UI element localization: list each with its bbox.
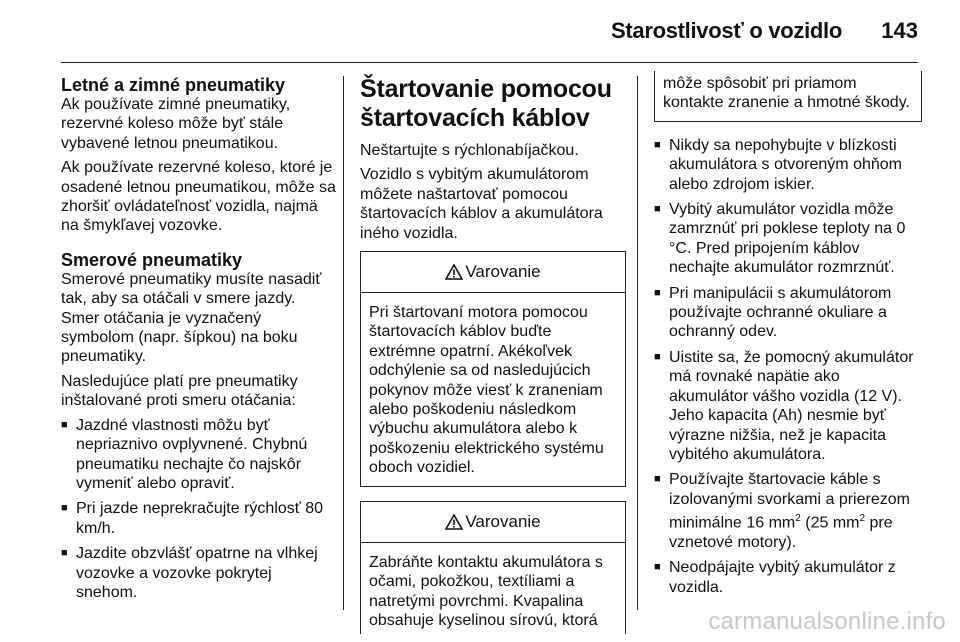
warning-label: Varovanie [465,511,541,531]
header-divider [61,62,918,63]
list-item: ■ Nikdy sa nepohybujte v blízkosti akumulátora s otvoreným ohňom alebo zdrojom iskier. [654,136,922,194]
warning-text: Pri štartovaní motora pomocou štartovacích káblov buďte extrémne opatrní. Akékoľvek odchýlenie sa od nasledujúcich pokynov môže viesť k zraneniam alebo poškodeniu následkom výbuchu akumulátora alebo k poškozeniu elektrického systému oboch vozidiel. [369,304,604,477]
warning-header [361,502,625,543]
item-text: pre vznetové motory). [669,514,893,551]
watermark: carmanualsonline.info [708,608,946,635]
superscript: 2 [795,513,801,525]
paragraph: Vozidlo s vybitým akumulátorom môžete naštartovať pomocou štartovacích káblov a akumulátora iného vozidla. [360,166,603,242]
column-right [654,73,922,603]
item-text: Používajte štartovacie káble s izolovanými svorkami a prierezom minimálne 16 mm [669,471,910,532]
heading-directional-tyres: Smerové pneumatiky [61,249,243,270]
column-left [61,75,336,608]
list-item: ■ Pri manipulácii s akumulátorom používajte ochranné okuliare a ochranný odev. [654,284,922,342]
list-item: ■ Jazdné vlastnosti môžu byť nepriaznivo ovplyvnené. Chybnú pneumatiku nechajte čo najskôr vymeniť alebo opraviť. [61,416,336,494]
warning-box [360,251,626,487]
warning-continuation: môže spôsobiť pri priamom kontakte zranenie a hmotné škody. [654,71,922,122]
warning-triangle-icon [445,514,463,530]
paragraph: Ak používate rezervné koleso, ktoré je osadené letnou pneumatikou, môže sa zhoršiť ovládateľnosť vozidla, najmä na šmykľavej vozovke. [61,159,336,235]
page-number: 143 [881,18,918,43]
list-item: ■ Pri jazde neprekračujte rýchlosť 80 km/h. [61,499,336,538]
list-item: ■ Neodpájajte vybitý akumulátor z vozidla. [654,558,922,597]
superscript: 2 [859,513,866,525]
warning-label: Varovanie [465,262,541,282]
paragraph: Smerové pneumatiky musíte nasadiť tak, aby sa otáčali v smere jazdy. Smer otáčania je vyznačený symbolom (napr. šípkou) na boku pneumatiky. [61,270,322,366]
heading-jump-starting: Štartovanie pomocou štartovacích káblov [360,75,612,132]
section-title: Starostlivosť o vozidlo [610,18,842,43]
page-header [0,0,960,66]
paragraph: Nasledujúce platí pre pneumatiky inštalované proti smeru otáčania: [61,372,298,410]
list-item: ■ Jazdite obzvlášť opatrne na vlhkej vozovke a vozovke pokrytej snehom. [61,544,336,602]
list-item: ■ Vybitý akumulátor vozidla môže zamrznúť pri poklese teploty na 0 °C. Pred pripojením káblov nechajte akumulátor rozmrznúť. [654,200,922,278]
bullet-list [654,136,922,597]
column-divider [343,76,344,610]
list-item: ■ Uistite sa, že pomocný akumulátor má rovnaké napätie ako akumulátor vášho vozidla (12 V). Jeho kapacita (Ah) nesmie byť výrazne nižšia, než je kapacita vybitého akumulátora. [654,348,922,464]
column-divider [637,76,638,610]
item-text: (25 mm [800,514,860,532]
list-item [654,470,922,552]
warning-triangle-icon [445,264,463,280]
column-middle [360,75,626,634]
paragraph: Ak používate zimné pneumatiky, rezervné koleso môže byť stále vybavené letnou pneumatikou. [61,96,291,152]
warning-text: Zabráňte kontaktu akumulátora s očami, pokožkou, textíliami a natretými povrchmi. Kvapalina obsahuje kyselinou sírovú, ktorá [369,553,603,629]
heading-summer-winter-tyres: Letné a zimné pneumatiky [61,75,286,95]
warning-header [361,252,625,293]
paragraph: Neštartujte s rýchlonabíjačkou. [360,142,579,159]
warning-box [360,501,626,635]
bullet-list [61,416,336,603]
